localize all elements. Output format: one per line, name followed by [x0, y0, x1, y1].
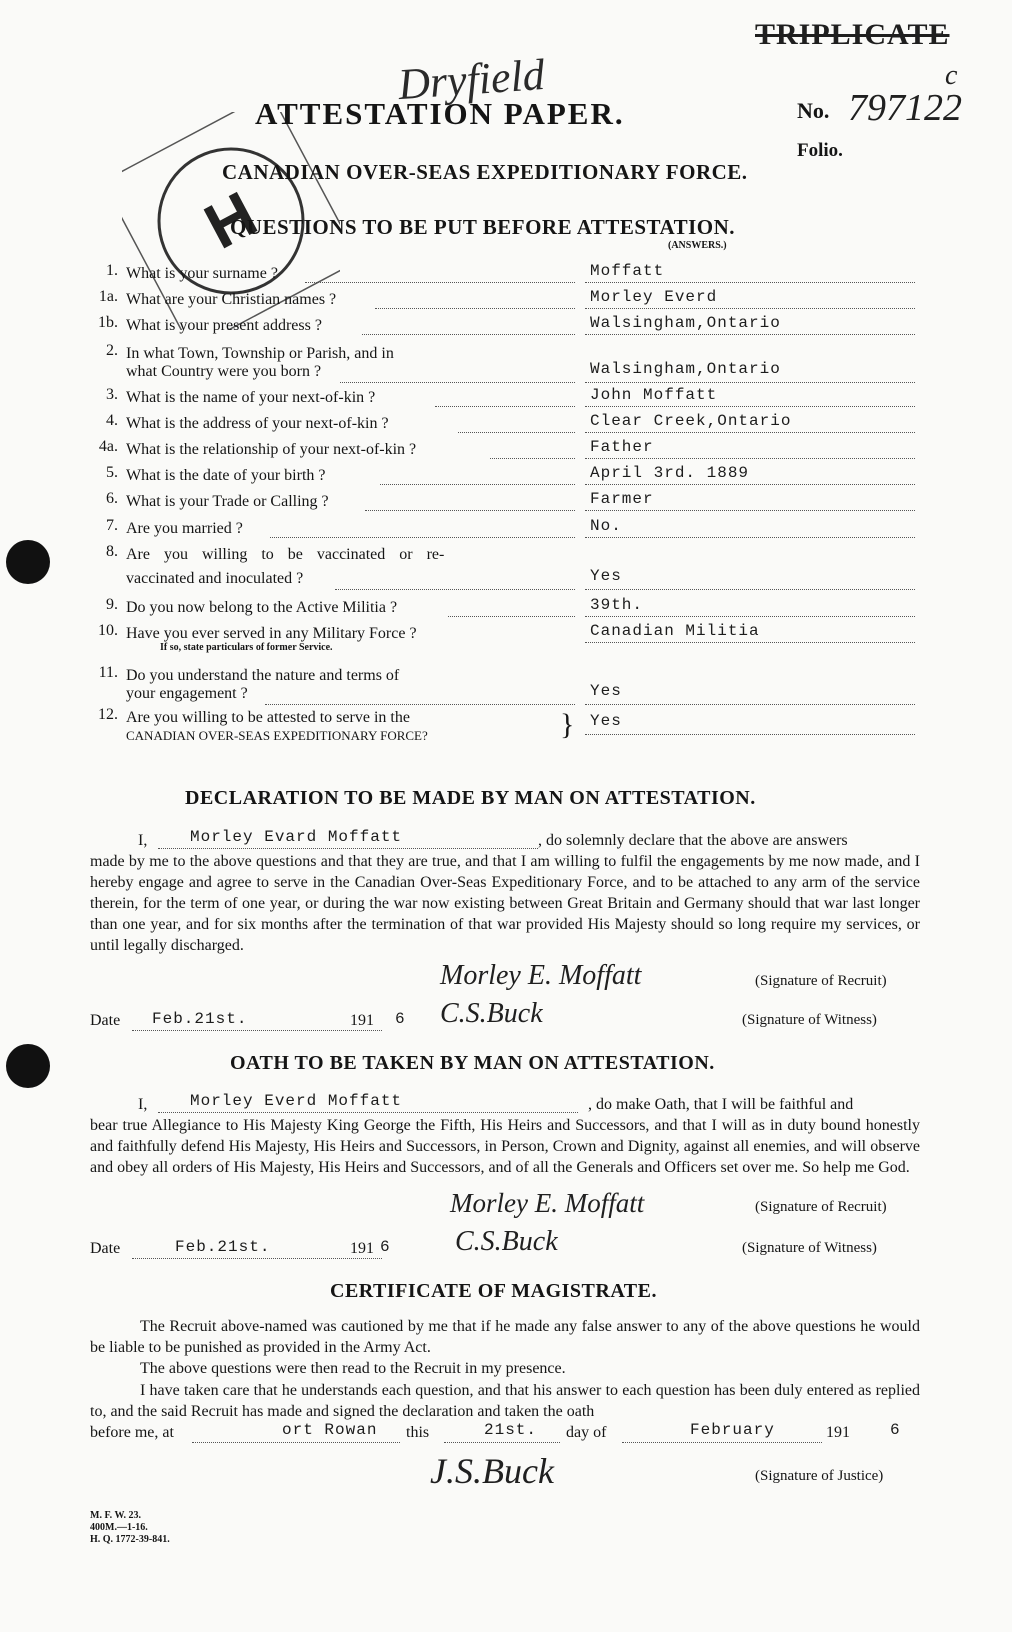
question-number: 9. — [106, 596, 118, 613]
question-text-continued: vaccinated and inoculated ? — [126, 570, 304, 587]
recruit-signature: Morley E. Moffatt — [440, 960, 642, 991]
witness-signature: C.S.Buck — [455, 1226, 558, 1257]
question-text-continued: what Country were you born ? — [126, 363, 322, 380]
question-note: If so, state particulars of former Service. — [160, 642, 333, 653]
oath-text: bear true Allegiance to His Majesty King George the Fifth, His Heirs and Successors, and that I will as in duty bound honestly and faithfully defend His Majesty, His Heirs and Successors, in Person, Crown and Dignity, against all enemies, and will observe and obey all orders of His Majesty, His Heirs and Successors, and of all the Generals and Officers set over me. So help me God. — [90, 1117, 920, 1176]
question-row — [90, 543, 950, 591]
question-text: Are you willing to be attested to serve in the — [126, 709, 410, 726]
answer-value: Yes — [590, 567, 622, 585]
answer-value: Walsingham,Ontario — [590, 314, 781, 332]
question-text: What is the name of your next-of-kin ? — [126, 389, 376, 406]
question-number: 4a. — [98, 438, 118, 455]
certificate-year-digit: 6 — [890, 1421, 901, 1439]
justice-signature-label: (Signature of Justice) — [755, 1468, 884, 1484]
certificate-day: 21st. — [484, 1421, 538, 1439]
question-text: In what Town, Township or Parish, and in — [126, 345, 394, 362]
question-row — [90, 386, 950, 412]
oath-heading: OATH TO BE TAKEN BY MAN ON ATTESTATION. — [230, 1052, 715, 1074]
page-title: ATTESTATION PAPER. — [255, 96, 625, 131]
question-text: What is your surname ? — [126, 265, 278, 282]
question-text: What is the date of your birth ? — [126, 467, 326, 484]
answer-value: Yes — [590, 712, 622, 730]
answer-value: 39th. — [590, 596, 644, 614]
punch-hole — [6, 1044, 50, 1088]
answer-value: Father — [590, 438, 654, 456]
question-row — [90, 262, 950, 288]
handwritten-name: Dryfield — [396, 49, 547, 110]
question-number: 1a. — [98, 288, 118, 305]
answer-value: John Moffatt — [590, 386, 718, 404]
certificate-month: February — [690, 1421, 775, 1439]
witness-signature-label: (Signature of Witness) — [742, 1012, 877, 1028]
question-row — [90, 664, 950, 712]
question-text: Do you understand the nature and terms of — [126, 667, 400, 684]
question-text: What is your present address ? — [126, 317, 322, 334]
declaration-year-digit: 6 — [395, 1010, 406, 1028]
question-number: 8. — [106, 543, 118, 560]
question-number: 4. — [106, 412, 118, 429]
answer-value: Yes — [590, 682, 622, 700]
regimental-number: 797122 — [848, 87, 962, 129]
question-number: 12. — [98, 706, 118, 723]
date-label: Date — [90, 1240, 121, 1257]
triplicate-mark: TRIPLICATE — [755, 18, 950, 51]
question-text: What are your Christian names ? — [126, 291, 337, 308]
attestation-paper: TRIPLICATE Dryfield c H ATTESTATION PAPER. No. 797122 Folio. CANADIAN OVER-SEAS EXPEDITIONARY FORCE. QUESTIONS TO BE PUT BEFORE ATTESTATION. (ANSWERS.) 1. What is your surname ? Moffatt 1a. What are your Christian names ? Morley Everd 1b. What is your present address ? Walsingham,Ontario 2. In what Town, Township or Parish, and in what Country were you born ? Walsingham,Ontario 3. What is the name of your next-of-kin ? John Moffatt 4. What is the address of your next-of-kin ? Clear Creek,Ontario 4a. What is the relationship of your next-of-kin ? Father 5. What is the date of your birth ? April 3rd. 1889 6. What is your Trade or Calling ? Farmer 7. Are you married ? No. 8. Are you willing to be vaccinated or re- vaccinated and inoculated ? Yes 9. Do you now belong to the Active Militia ? 39th. 10. Have you ever served in any Military Force ? If so, state particulars of former Service. Canadian Militia 11. Do you understand the nature and terms of your engagement ? Yes 12. Are you willing to be attested to serve in the CANADIAN OVER-SEAS EXPEDITIONARY FORCE? } Yes DECLARATION TO BE MADE BY MAN ON ATTESTATION. I, Morley Evard Moffatt , do solemnly declare that the above are answers made by me to the above questions and that they are true, and that I am willing to fulfil the engagements by me now made, and I hereby engage and agree to serve in the Canadian Over-Seas Expeditionary Force, and to be attached to any arm of the service therein, for the term of one year, or during the war now existing between Great Britain and Germany should that war last longer than one year, and for six months after the termination of that war provided His Majesty should so long require my services, or until legally discharged. Morley E. Moffatt (Signature of Recruit) Date Feb.21st. 191 6 C.S.Buck (Signature of Witness) OATH TO BE TAKEN BY MAN ON ATTESTATION. I, Morley Everd Moffatt , do make Oath, that I will be faithful and bear true Allegiance to His Majesty King George the Fifth, His Heirs and Successors, and that I will as in duty bound honestly and faithfully defend His Majesty, His Heirs and Successors, in Person, Crown and Dignity, against all enemies, and will observe and obey all orders of His Majesty, His Heirs and Successors, and of all the Generals and Officers set over me. So help me God. Morley E. Moffatt (Signature of Recruit) Date Feb.21st. 191 6 C.S.Buck (Signature of Witness) CERTIFICATE OF MAGISTRATE. The Recruit above-named was cautioned by me that if he made any false answer to any of the above questions he would be liable to be punished as provided in the Army Act. The above questions were then read to the Recruit in my presence. I have taken care that he understands each question, and that his answer to each question has been duly entered as replied to, and the said Recruit has made and signed the declaration and taken the oath before me, at ort Rowan this 21st. day of February 191 6 J.S.Buck (Signature of Justice) M. F. W. 23. 400M.—1-16. H. Q. 1772-39-841. — [0, 0, 1012, 1632]
certificate-read-text: The above questions were then read to the Recruit in my presence. — [140, 1360, 566, 1377]
question-row — [90, 464, 950, 490]
question-row — [90, 314, 950, 340]
question-number: 11. — [98, 664, 118, 681]
question-text: Do you now belong to the Active Militia ? — [126, 599, 398, 616]
declaration-heading: DECLARATION TO BE MADE BY MAN ON ATTESTATION. — [185, 787, 756, 809]
corner-mark: c — [945, 60, 958, 91]
question-text-continued: CANADIAN OVER-SEAS EXPEDITIONARY FORCE? — [126, 728, 428, 743]
answer-value: April 3rd. 1889 — [590, 464, 750, 482]
oath-date: Feb.21st. — [175, 1238, 271, 1256]
date-label: Date — [90, 1012, 121, 1029]
declaration-recruit-name: Morley Evard Moffatt — [190, 828, 403, 846]
declaration-text: made by me to the above questions and that they are true, and that I am willing to fulfil the engagements by me now made, and I hereby engage and agree to serve in the Canadian Over-Seas Expeditionary Force, and to be attached to any arm of the service therein, for the term of one year, or during the war now existing between Great Britain and Germany should that war last longer than one year, and for six months after the termination of that war provided His Majesty should so long require my services, or until legally discharged. — [90, 853, 920, 954]
answer-value: Walsingham,Ontario — [590, 360, 781, 378]
certificate-care-text: I have taken care that he understands each question, and that his answer to each question has been duly entered as replied to, and the said Recruit has made and signed the declaration and taken the oath — [90, 1382, 920, 1420]
answer-value: Moffatt — [590, 262, 665, 280]
question-number: 2. — [106, 342, 118, 359]
certificate-heading: CERTIFICATE OF MAGISTRATE. — [330, 1280, 657, 1302]
question-number: 6. — [106, 490, 118, 507]
hq-reference: H. Q. 1772-39-841. — [90, 1534, 170, 1545]
answer-value: Morley Everd — [590, 288, 718, 306]
question-row — [90, 342, 950, 390]
question-number: 10. — [98, 622, 118, 639]
answer-value: Canadian Militia — [590, 622, 760, 640]
question-row — [90, 412, 950, 438]
question-row — [90, 596, 950, 622]
answer-value: No. — [590, 517, 622, 535]
question-number: 7. — [106, 517, 118, 534]
question-number: 1. — [106, 262, 118, 279]
oath-year-digit: 6 — [380, 1238, 391, 1256]
question-text: Have you ever served in any Military Force ? — [126, 625, 417, 642]
question-text: Are you willing to be vaccinated or re- — [126, 546, 445, 563]
oath-recruit-name: Morley Everd Moffatt — [190, 1092, 403, 1110]
recruit-signature: Morley E. Moffatt — [450, 1188, 645, 1218]
question-row — [90, 490, 950, 516]
question-text: What is the relationship of your next-of-kin ? — [126, 441, 417, 458]
question-row: 12. Are you willing to be attested to serve in the CANADIAN OVER-SEAS EXPEDITIONARY FORCE? } Yes — [90, 706, 950, 754]
certificate-caution-text: The Recruit above-named was cautioned by me that if he made any false answer to any of the above questions he would be liable to be punished as provided in the Army Act. — [90, 1318, 920, 1356]
folio-label: Folio. — [797, 140, 843, 161]
justice-signature: J.S.Buck — [430, 1451, 554, 1491]
question-row — [90, 622, 950, 662]
punch-hole — [6, 540, 50, 584]
answer-value: Farmer — [590, 490, 654, 508]
questions-heading: QUESTIONS TO BE PUT BEFORE ATTESTATION. — [230, 215, 735, 239]
question-row — [90, 438, 950, 464]
print-run: 400M.—1-16. — [90, 1522, 148, 1533]
witness-signature-label: (Signature of Witness) — [742, 1240, 877, 1256]
question-number: 1b. — [98, 314, 118, 331]
declaration-date: Feb.21st. — [152, 1010, 248, 1028]
stamp-letter: H — [193, 177, 268, 263]
recruit-signature-label: (Signature of Recruit) — [755, 1199, 887, 1215]
question-text-continued: your engagement ? — [126, 685, 248, 702]
question-number: 3. — [106, 386, 118, 403]
recruit-signature-label: (Signature of Recruit) — [755, 973, 887, 989]
answers-label: (ANSWERS.) — [668, 240, 727, 251]
question-text: What is the address of your next-of-kin ? — [126, 415, 389, 432]
question-row — [90, 517, 950, 543]
answer-value: Clear Creek,Ontario — [590, 412, 792, 430]
question-row — [90, 288, 950, 314]
question-number: 5. — [106, 464, 118, 481]
question-text: What is your Trade or Calling ? — [126, 493, 329, 510]
number-label: No. — [797, 98, 830, 123]
witness-signature: C.S.Buck — [440, 998, 543, 1029]
certificate-place: ort Rowan — [282, 1421, 378, 1439]
form-code: M. F. W. 23. — [90, 1510, 142, 1521]
question-text: Are you married ? — [126, 520, 243, 537]
page-subtitle: CANADIAN OVER-SEAS EXPEDITIONARY FORCE. — [222, 160, 748, 184]
